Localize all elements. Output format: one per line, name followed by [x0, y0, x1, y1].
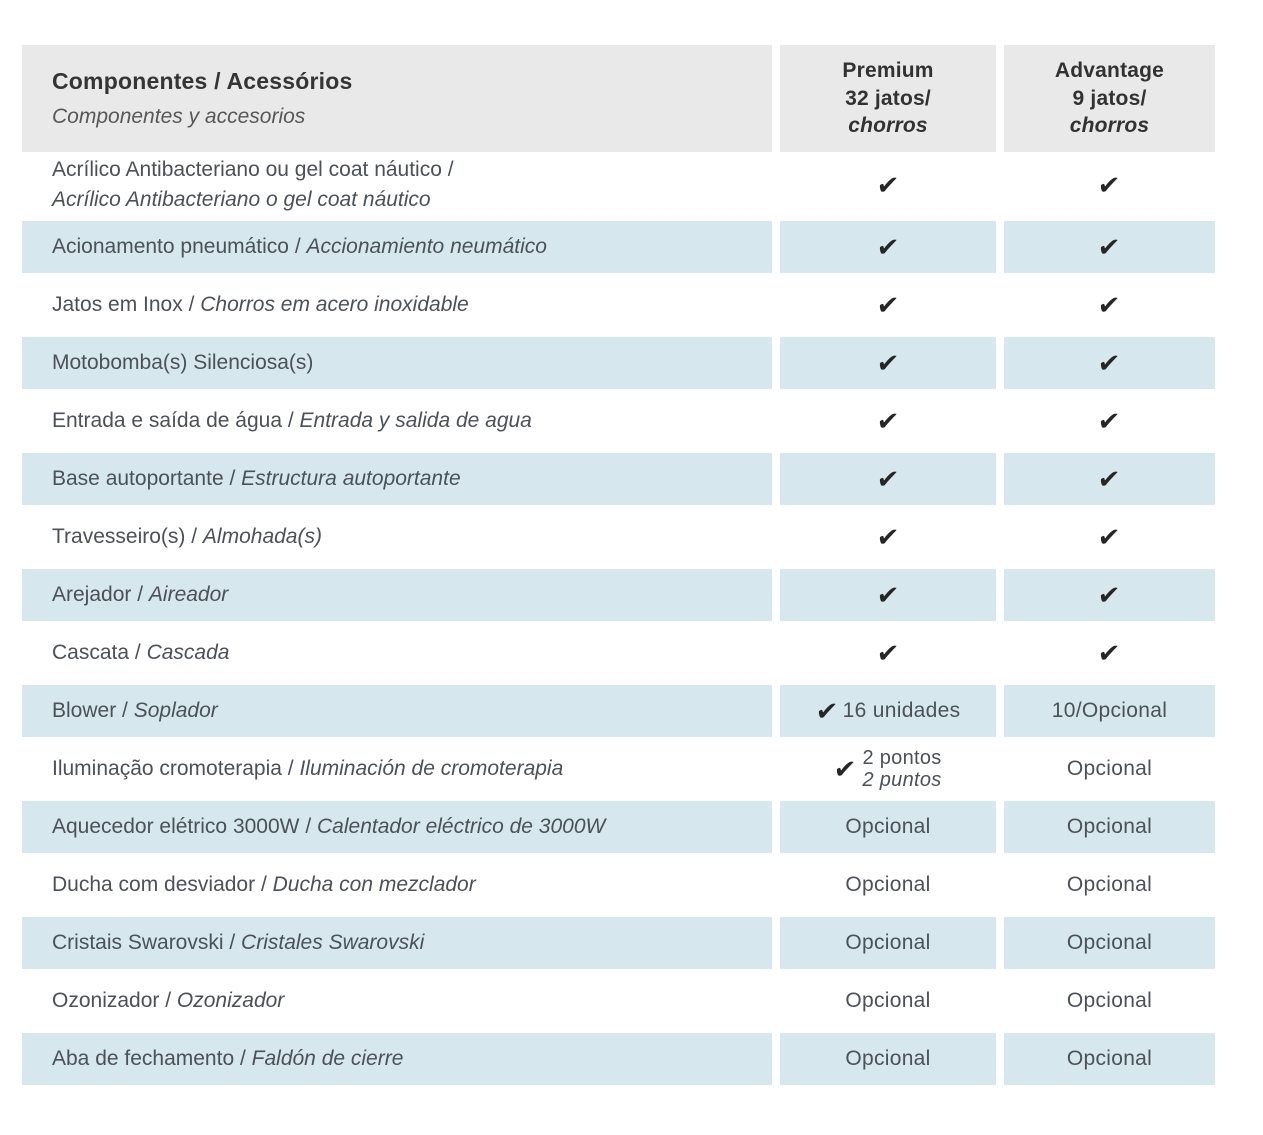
column-gap	[772, 453, 780, 505]
premium-value	[780, 624, 996, 682]
label-pt: Aba de fechamento	[52, 1047, 235, 1071]
premium-value	[780, 1033, 996, 1085]
check-icon: ✔	[1096, 406, 1123, 436]
check-icon: ✔	[875, 232, 901, 262]
label-line	[52, 638, 772, 668]
component-label	[22, 337, 772, 389]
check-icon: ✔	[832, 754, 859, 784]
advantage-value	[1004, 856, 1215, 914]
component-label	[22, 152, 772, 218]
table-header-row	[22, 45, 1215, 152]
label-line	[52, 406, 772, 436]
label-separator: /	[299, 815, 317, 839]
premium-value	[780, 221, 996, 273]
table-row	[22, 798, 1215, 856]
value-text: Opcional	[1066, 931, 1153, 954]
advantage-value	[1004, 740, 1215, 798]
premium-value	[780, 740, 996, 798]
label-pt: Iluminação cromoterapia	[52, 757, 282, 781]
column-gap	[996, 392, 1004, 450]
check-icon: ✔	[814, 696, 840, 726]
table-row	[22, 740, 1215, 798]
label-separator: /	[223, 931, 242, 955]
value-text: Opcional	[845, 815, 931, 838]
label-line	[52, 928, 772, 958]
component-label	[22, 1033, 772, 1085]
label-separator: /	[281, 757, 300, 781]
advantage-jets-es: chorros	[1069, 114, 1150, 138]
column-gap	[772, 801, 780, 853]
premium-name: Premium	[842, 58, 934, 82]
premium-jets-pt: 32 jatos/	[845, 86, 931, 110]
label-pt: Cascata	[52, 641, 130, 665]
column-gap	[772, 221, 780, 273]
check-icon: ✔	[1096, 580, 1123, 610]
label-line	[52, 348, 772, 378]
check-icon: ✔	[1096, 348, 1123, 378]
advantage-value	[1004, 1033, 1215, 1085]
column-gap	[996, 740, 1004, 798]
premium-value	[780, 392, 996, 450]
label-separator: /	[129, 641, 147, 665]
label-separator: /	[234, 1047, 252, 1071]
column-gap	[772, 856, 780, 914]
label-pt: Ducha com desviador	[52, 873, 256, 897]
check-icon: ✔	[875, 406, 901, 436]
label-line	[52, 812, 772, 842]
premium-value	[780, 508, 996, 566]
column-gap	[996, 221, 1004, 273]
label-pt: Aquecedor elétrico 3000W	[52, 815, 300, 839]
check-icon: ✔	[1096, 522, 1123, 552]
label-separator: /	[131, 583, 149, 607]
table-row	[22, 152, 1215, 218]
premium-jets-es: chorros	[848, 114, 928, 138]
label-es: Ducha con mezclador	[272, 873, 476, 897]
premium-value	[780, 152, 996, 218]
column-gap	[772, 392, 780, 450]
comparison-table	[22, 45, 1215, 1088]
component-label	[22, 856, 772, 914]
advantage-value	[1004, 917, 1215, 969]
table-row	[22, 276, 1215, 334]
column-gap	[772, 972, 780, 1030]
component-label	[22, 276, 772, 334]
column-gap	[996, 337, 1004, 389]
advantage-value	[1004, 685, 1215, 737]
column-gap	[996, 276, 1004, 334]
table-row	[22, 450, 1215, 508]
label-line	[52, 870, 772, 900]
value-text: 16 unidades	[842, 699, 961, 722]
component-label	[22, 801, 772, 853]
label-pt: Base autoportante	[52, 467, 224, 491]
column-gap	[996, 1033, 1004, 1085]
table-row	[22, 508, 1215, 566]
check-icon: ✔	[1096, 464, 1123, 494]
table-row	[22, 856, 1215, 914]
table-row	[22, 334, 1215, 392]
table-row	[22, 972, 1215, 1030]
value-text: Opcional	[1066, 815, 1153, 838]
component-label	[22, 453, 772, 505]
advantage-jets-pt: 9 jatos/	[1072, 86, 1147, 110]
label-pt: Entrada e saída de água	[52, 409, 283, 433]
value-text: Opcional	[845, 1047, 931, 1070]
check-icon: ✔	[875, 464, 901, 494]
column-gap	[996, 624, 1004, 682]
label-line	[52, 290, 772, 320]
value-text: Opcional	[1066, 757, 1153, 780]
column-gap	[996, 972, 1004, 1030]
check-icon: ✔	[1096, 232, 1123, 262]
column-gap	[996, 801, 1004, 853]
label-separator: /	[223, 467, 242, 491]
check-icon: ✔	[875, 290, 901, 320]
label-es: Accionamiento neumático	[306, 235, 547, 259]
component-label	[22, 221, 772, 273]
header-title-pt: Componentes / Acessórios	[52, 67, 353, 94]
label-line	[52, 232, 772, 262]
column-gap	[996, 569, 1004, 621]
check-icon: ✔	[875, 580, 901, 610]
label-line	[52, 696, 772, 726]
label-es: Iluminación de cromoterapia	[299, 757, 564, 781]
column-gap	[772, 337, 780, 389]
label-line	[52, 754, 772, 784]
component-label	[22, 740, 772, 798]
premium-value	[780, 801, 996, 853]
label-separator: /	[185, 525, 203, 549]
label-line	[52, 986, 772, 1016]
check-icon: ✔	[1096, 170, 1123, 200]
table-row	[22, 218, 1215, 276]
column-gap	[996, 508, 1004, 566]
label-es: Estructura autoportante	[241, 467, 461, 491]
component-label	[22, 972, 772, 1030]
label-es: Aireador	[148, 583, 229, 607]
label-separator: /	[116, 699, 134, 723]
component-label	[22, 508, 772, 566]
advantage-value	[1004, 152, 1215, 218]
table-row	[22, 1030, 1215, 1088]
check-icon: ✔	[875, 638, 901, 668]
table-row	[22, 682, 1215, 740]
label-pt: Travesseiro(s)	[52, 525, 186, 549]
column-gap	[772, 917, 780, 969]
label-separator: /	[288, 235, 307, 259]
check-icon: ✔	[1096, 290, 1123, 320]
label-pt: Blower	[52, 699, 117, 723]
value-line: 2 puntos	[862, 769, 942, 791]
premium-value	[780, 972, 996, 1030]
advantage-value	[1004, 276, 1215, 334]
value-text: Opcional	[845, 873, 931, 896]
component-label	[22, 392, 772, 450]
component-label	[22, 624, 772, 682]
premium-value	[780, 337, 996, 389]
table-row	[22, 914, 1215, 972]
label-es: Almohada(s)	[202, 525, 322, 549]
header-advantage-column	[1004, 45, 1215, 152]
table-rows	[22, 152, 1215, 1088]
label-pt: Acionamento pneumático	[52, 235, 289, 259]
component-label	[22, 685, 772, 737]
column-gap	[772, 276, 780, 334]
label-pt: Cristais Swarovski	[52, 931, 224, 955]
label-es: Cristales Swarovski	[241, 931, 425, 955]
label-es: Chorros em acero inoxidable	[200, 293, 469, 317]
advantage-value	[1004, 453, 1215, 505]
label-es: Ozonizador	[176, 989, 285, 1013]
column-gap	[772, 508, 780, 566]
value-text: Opcional	[845, 989, 931, 1012]
column-gap	[996, 152, 1004, 218]
value-text: 10/Opcional	[1051, 699, 1168, 722]
column-gap	[996, 45, 1004, 152]
component-label	[22, 569, 772, 621]
value-text: Opcional	[1066, 873, 1153, 896]
label-es: Calentador eléctrico de 3000W	[317, 815, 606, 839]
header-title-es: Componentes y accesorios	[52, 105, 306, 129]
premium-value	[780, 276, 996, 334]
column-gap	[772, 740, 780, 798]
value-text: Opcional	[845, 931, 931, 954]
label-pt: Jatos em Inox	[52, 293, 183, 317]
column-gap	[996, 917, 1004, 969]
label-pt: Motobomba(s) Silenciosa(s)	[52, 351, 314, 375]
label-es: Acrílico Antibacteriano o gel coat náutico	[52, 188, 431, 211]
advantage-value	[1004, 221, 1215, 273]
value-text: Opcional	[1066, 1047, 1153, 1070]
label-separator: /	[159, 989, 177, 1013]
premium-value	[780, 569, 996, 621]
label-line	[52, 464, 772, 494]
advantage-value	[1004, 392, 1215, 450]
advantage-name: Advantage	[1054, 58, 1165, 82]
column-gap	[772, 45, 780, 152]
check-icon: ✔	[875, 170, 901, 200]
column-gap	[772, 152, 780, 218]
label-separator: /	[255, 873, 273, 897]
column-gap	[996, 685, 1004, 737]
label-pt: Ozonizador	[52, 989, 160, 1013]
advantage-value	[1004, 801, 1215, 853]
advantage-value	[1004, 508, 1215, 566]
check-icon: ✔	[875, 522, 901, 552]
label-line	[52, 1044, 772, 1074]
label-separator: /	[182, 293, 201, 317]
column-gap	[772, 569, 780, 621]
advantage-value	[1004, 624, 1215, 682]
column-gap	[996, 453, 1004, 505]
check-icon: ✔	[875, 348, 901, 378]
label-line	[52, 522, 772, 552]
premium-value	[780, 685, 996, 737]
value-line: 2 pontos	[862, 746, 942, 769]
advantage-value	[1004, 337, 1215, 389]
table-row	[22, 566, 1215, 624]
advantage-value	[1004, 569, 1215, 621]
header-premium-column	[780, 45, 996, 152]
advantage-value	[1004, 972, 1215, 1030]
label-es: Faldón de cierre	[251, 1047, 404, 1071]
value-text: Opcional	[1066, 989, 1153, 1012]
label-line	[52, 580, 772, 610]
table-row	[22, 392, 1215, 450]
column-gap	[772, 624, 780, 682]
label-es: Cascada	[146, 641, 230, 665]
check-icon: ✔	[1096, 638, 1123, 668]
component-label	[22, 917, 772, 969]
column-gap	[772, 685, 780, 737]
premium-value	[780, 917, 996, 969]
label-pt: Arejador	[52, 583, 132, 607]
value-lines	[862, 747, 941, 792]
label-pt: Acrílico Antibacteriano ou gel coat náutico /	[52, 158, 454, 182]
column-gap	[772, 1033, 780, 1085]
label-es: Entrada y salida de agua	[299, 409, 532, 433]
column-gap	[996, 856, 1004, 914]
table-row	[22, 624, 1215, 682]
premium-value	[780, 453, 996, 505]
header-components-cell	[22, 45, 772, 152]
label-separator: /	[282, 409, 300, 433]
premium-value	[780, 856, 996, 914]
label-es: Soplador	[133, 699, 218, 723]
